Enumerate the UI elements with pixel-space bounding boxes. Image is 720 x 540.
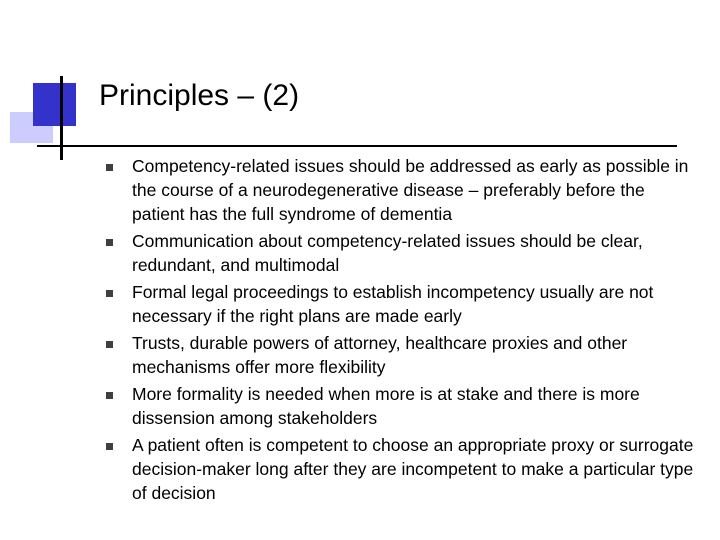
square-bullet-icon	[106, 239, 113, 246]
bullet-list	[100, 154, 700, 508]
bullet-text: Communication about competency-related issues should be clear, redundant, and multimodal	[132, 231, 643, 275]
bullet-item	[100, 229, 700, 277]
bullet-text: Formal legal proceedings to establish incompetency usually are not necessary if the right plans are made early	[132, 282, 654, 326]
decorative-blue-square	[33, 83, 76, 126]
bullet-item	[100, 331, 700, 379]
bullet-text: Competency-related issues should be addressed as early as possible in the course of a neurodegenerative disease – preferably before the patient has the full syndrome of dementia	[132, 156, 689, 224]
square-bullet-icon	[106, 341, 113, 348]
title-underline-rule	[37, 145, 677, 147]
bullet-text: Trusts, durable powers of attorney, healthcare proxies and other mechanisms offer more flexibility	[132, 333, 628, 377]
bullet-item	[100, 154, 700, 226]
bullet-text: A patient often is competent to choose an appropriate proxy or surrogate decision-maker long after they are incompetent to make a particular type of decision	[132, 435, 694, 503]
slide-title: Principles – (2)	[99, 79, 300, 112]
bullet-item	[100, 280, 700, 328]
square-bullet-icon	[106, 392, 113, 399]
decorative-vertical-rule	[60, 76, 63, 160]
square-bullet-icon	[106, 164, 113, 171]
bullet-text: More formality is needed when more is at stake and there is more dissension among stakeholders	[132, 384, 640, 428]
bullet-item	[100, 433, 700, 505]
bullet-item	[100, 382, 700, 430]
square-bullet-icon	[106, 290, 113, 297]
square-bullet-icon	[106, 443, 113, 450]
